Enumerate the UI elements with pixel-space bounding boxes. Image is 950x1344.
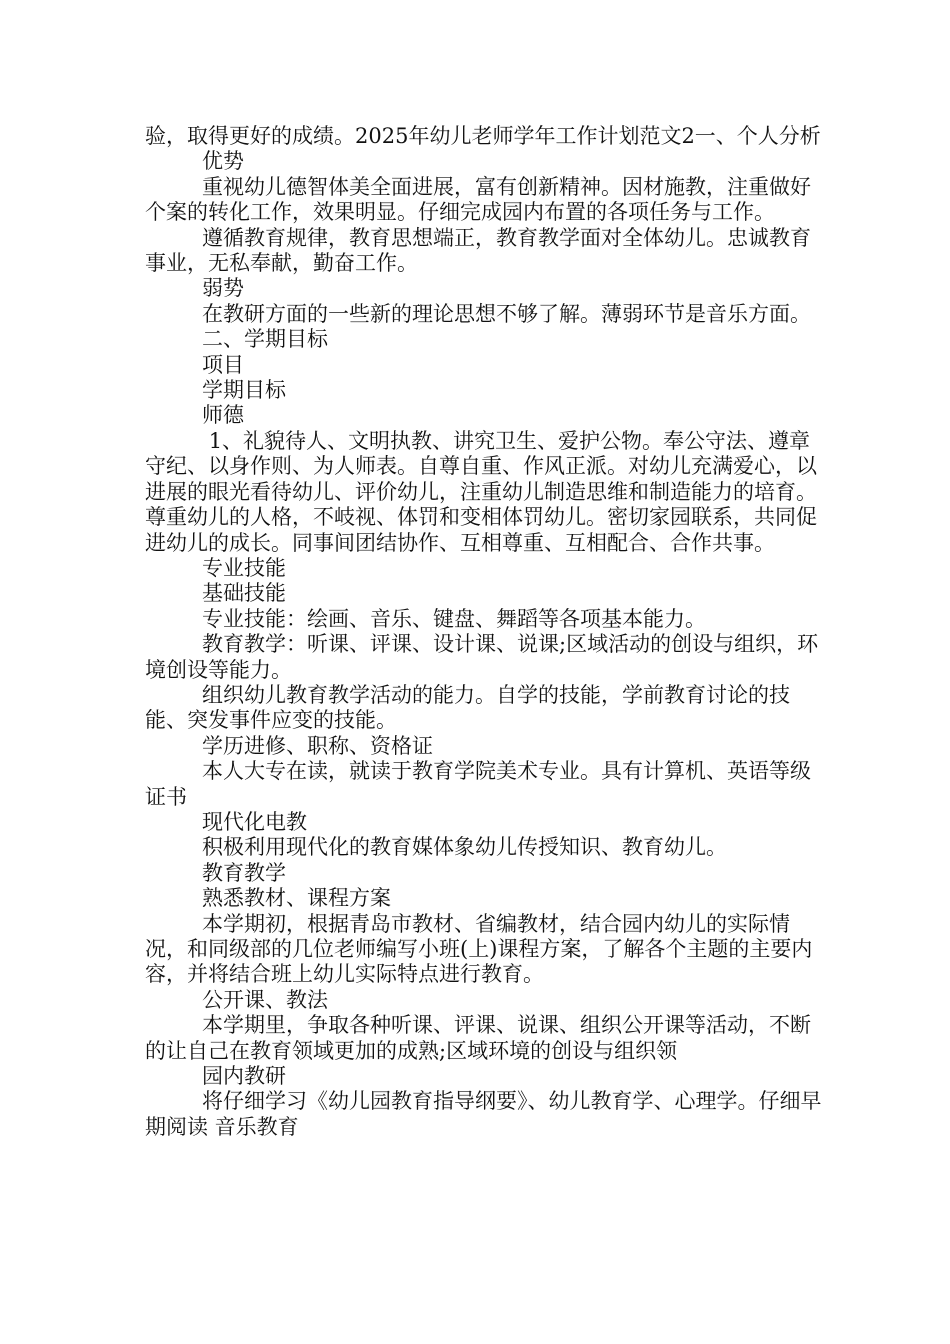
paragraph: 本人大专在读，就读于教育学院美术专业。具有计算机、英语等级证书 — [145, 759, 811, 809]
paragraph: 积极利用现代化的教育媒体象幼儿传授知识、教育幼儿。 — [202, 835, 727, 860]
label-education-qualifications: 学历进修、职称、资格证 — [202, 733, 433, 758]
label-ethics: 师德 — [202, 403, 244, 428]
section-heading-strengths: 优势 — [202, 149, 244, 174]
label-open-class: 公开课、教法 — [202, 987, 328, 1012]
document-body — [145, 124, 825, 1140]
paragraph: 本学期初，根据青岛市教材、省编教材，结合园内幼儿的实际情况，和同级部的几位老师编写小班(上)课程方案，了解各个主题的主要内容，并将结合班上幼儿实际特点进行教育。 — [145, 911, 813, 987]
paragraph: 验，取得更好的成绩。2025年幼儿老师学年工作计划范文2一、个人分析 — [145, 124, 821, 148]
paragraph: 专业技能：绘画、音乐、键盘、舞蹈等各项基本能力。 — [202, 606, 706, 631]
paragraph: 在教研方面的一些新的理论思想不够了解。薄弱环节是音乐方面。 — [202, 301, 811, 326]
label-modern-media: 现代化电教 — [202, 809, 307, 834]
paragraph: 教育教学：听课、评课、设计课、说课;区域活动的创设与组织，环境创设等能力。 — [145, 632, 819, 682]
section-heading-weaknesses: 弱势 — [202, 276, 244, 301]
label-curriculum: 熟悉教材、课程方案 — [202, 886, 391, 911]
paragraph: 遵循教育规律，教育思想端正，教育教学面对全体幼儿。忠诚教育事业，无私奉献，勤奋工作。 — [145, 225, 811, 276]
paragraph: 1、礼貌待人、文明执教、讲究卫生、爱护公物。奉公守法、遵章守纪、以身作则、为人师表。自尊自重、作风正派。对幼儿充满爱心，以进展的眼光看待幼儿、评价幼儿，注重幼儿制造思维和制造能力的培育。尊重幼儿的人格，不岐视、体罚和变相体罚幼儿。密切家园联系，共同促进幼儿的成长。同事间团结协作、互相尊重、互相配合、合作共事。 — [145, 428, 817, 555]
label-teaching: 教育教学 — [202, 860, 286, 885]
label-item: 项目 — [202, 352, 244, 377]
paragraph: 将仔细学习《幼儿园教育指导纲要》、幼儿教育学、心理学。仔细早期阅读 音乐教育 — [145, 1089, 822, 1139]
label-basic-skills: 基础技能 — [202, 581, 286, 606]
label-teaching-research: 园内教研 — [202, 1064, 286, 1089]
section-heading-goals: 二、学期目标 — [202, 327, 328, 352]
paragraph: 重视幼儿德智体美全面进展，富有创新精神。因材施教，注重做好个案的转化工作，效果明显。仔细完成园内布置的各项任务与工作。 — [145, 174, 811, 225]
label-term-goals: 学期目标 — [202, 378, 286, 403]
paragraph: 本学期里，争取各种听课、评课、说课、组织公开课等活动，不断的让自己在教育领域更加的成熟;区域环境的创设与组织领 — [145, 1013, 811, 1063]
paragraph: 组织幼儿教育教学活动的能力。自学的技能，学前教育讨论的技能、突发事件应变的技能。 — [145, 682, 790, 733]
label-professional-skills: 专业技能 — [202, 555, 286, 580]
